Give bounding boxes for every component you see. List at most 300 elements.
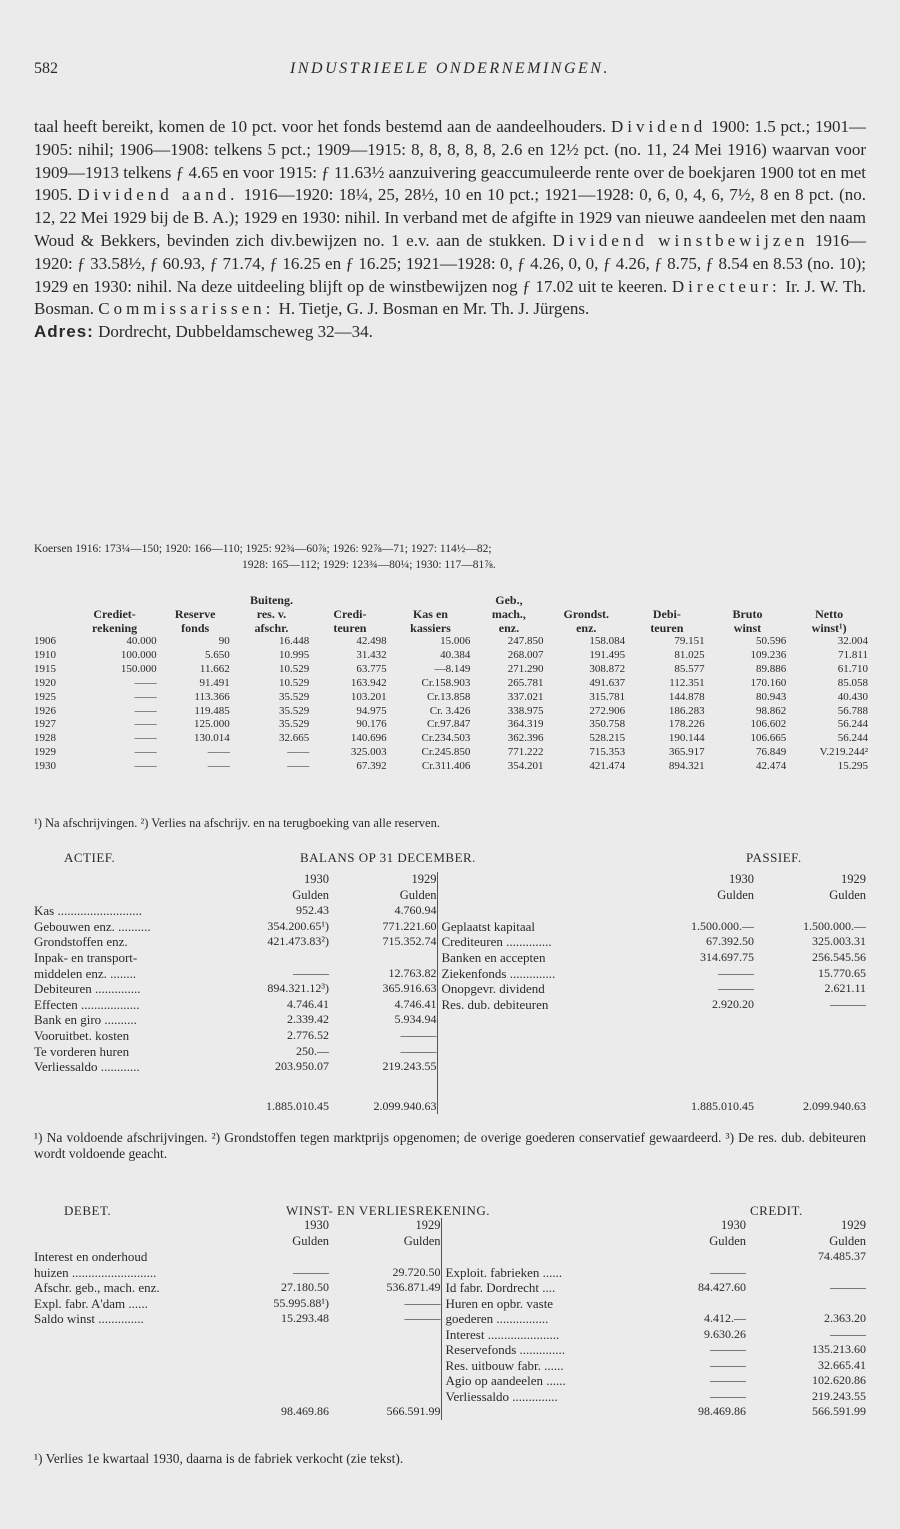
balans-total-left-1: 1.885.010.45 [266,1098,329,1113]
koersen-line-1: Koersen 1916: 173¼—150; 1920: 166—110; 1925: 92¾—60⅞; 1926: 92⅞—71; 1927: 114½—82; [34,543,492,555]
wv-right-value-1 [646,1249,746,1265]
stats-cell: 56.788 [837,704,868,717]
commissarissen: H. Tietje, G. J. Bosman en Mr. Th. J. Jürgens. [278,299,590,319]
winstbewijzen-label: Dividend winstbewijzen [552,230,809,250]
wv-blank [441,1218,646,1234]
wv-year-left-2: 1929 [415,1218,441,1232]
koersen [34,541,866,573]
balans-blank [34,888,229,904]
stats-header-cell: Crediet- [93,607,136,621]
balans-right-value-1: 2.920.20 [712,996,754,1011]
balans-right-label [437,1028,654,1044]
stats-cell: 40.430 [837,690,868,703]
balans-left-value-1: 203.950.07 [275,1059,329,1074]
wv-right-label: Huren en opbr. vaste [441,1296,646,1312]
balans-left-value-1: 354.200.65¹) [267,918,329,933]
balans-left-value-1: 250.— [296,1043,329,1058]
balans-left-label: Bank en giro .......... [34,1012,137,1028]
stats-cell: 106.665 [750,732,787,745]
balans-right-value-1: 67.392.50 [706,934,754,949]
balans-right-label [437,1059,654,1075]
stats-row [34,635,870,649]
wv-total-right-1: 98.469.86 [698,1404,746,1418]
stats-cell: 89.886 [756,662,787,675]
stats-header-cell: rekening [92,621,138,635]
stats-cell: 100.000 [120,648,157,661]
balans-left-value-1: 2.339.42 [287,1012,329,1027]
stats-cell: 140.696 [350,732,387,745]
balans-row [34,1059,866,1075]
wv-right-label: Id fabr. Dordrecht .... [441,1280,646,1296]
wv-right-value-2: 219.243.55 [812,1388,866,1403]
stats-header-cell [34,593,71,607]
wv-blank [34,1234,239,1250]
stats-header-cell: winst [733,621,762,635]
wv-row [34,1358,866,1374]
stats-year: 1906 [34,635,56,647]
stats-header-cell: Kas en [412,607,448,621]
stats-cell: 365.917 [668,746,705,759]
balans-right-label: Onopgevr. dividend [437,981,654,997]
balans-right-value-2 [754,1044,866,1060]
balans-right-value-2 [754,1028,866,1044]
text-dividend: 1900: 1.5 pct.; 1901—1905: nihil; 1906—1908: telkens 5 pct.; 1909—1915: 8, 8, 8, 8, 8, 2.6 en 12½ pct. (no. 11, 24 Mei 1916) waarvan voor 1909—1913 telkens ƒ 4.65 en voor 1915: ƒ 11.63½ aanzuivering geaccumuleerde rente over de boekjaren 1900 tot en met 1905. [34,117,867,205]
stats-header-cell [34,607,71,621]
balans-right-value-2: 256.545.56 [812,949,866,964]
stats-header-cell: Reserve [174,607,216,621]
balans-left-value-2: ——— [400,1043,437,1058]
stats-cell: 130.014 [193,732,230,745]
stats-cell: 158.084 [589,635,626,647]
stats-header-cell: kassiers [410,621,451,635]
balans-left-value-1: 2.776.52 [287,1027,329,1042]
wv-title: WINST- EN VERLIESREKENING. [286,1203,491,1218]
wv-left-value-1 [239,1327,329,1343]
stats-cell: 85.058 [837,676,868,689]
stats-header-cell: winst¹) [811,621,847,635]
balans-right-value-2: 325.003.31 [812,934,866,949]
stats-cell: 90 [218,635,230,647]
stats-cell: 31.432 [356,648,387,661]
balans-right-value-1 [654,1059,754,1075]
balans-year-left-2: 1929 [411,872,437,886]
stats-header-cell [545,593,627,607]
balans-left-value-2: 365.916.63 [382,981,437,996]
wv-left-value-1: 15.293.48 [281,1311,329,1325]
balans-right-label [437,1012,654,1028]
stats-year: 1930 [34,760,56,773]
stats-cell: 42.498 [356,635,387,647]
balans-left-value-1: 894.321.12³) [267,981,329,996]
stats-cell: 354.201 [507,760,544,773]
stats-cell: 113.366 [194,690,230,703]
stats-cell: 15.295 [837,760,868,773]
balans-left-label: middelen enz. ........ [34,965,137,981]
stats-cell: —— [287,746,310,759]
wv-right-value-1: ——— [710,1388,746,1403]
page-header [34,60,866,84]
balans-totals-row [34,1075,866,1115]
stats-row [34,746,870,760]
balans-currency: Gulden [829,887,866,902]
balans-row [34,1012,866,1028]
wv-right-label [441,1249,646,1265]
wv-currency-row [34,1234,866,1250]
balans-title: BALANS OP 31 DECEMBER. [300,850,476,865]
wv-row [34,1342,866,1358]
wv-left-label: huizen .......................... [34,1264,157,1280]
wv-left-value-2: ——— [404,1295,441,1310]
stats-cell: Cr.234.503 [421,732,471,745]
balans-left-value-1: 4.746.41 [287,996,329,1011]
stats-header-cell [311,593,388,607]
credit-label: CREDIT. [750,1203,803,1218]
text-winstbewijzen: 1916—1920: ƒ 33.58½, ƒ 60.93, ƒ 71.74, ƒ 16.25 en ƒ 16.25; 1921—1928: 0, ƒ 4.26, 0, 0, ƒ 4.26, ƒ 8.75, ƒ 8.54 en 8.53 (no. 10); 1929 en 1930: nihil. Na deze uitdeeling blijft op de winstbewijzen nog ƒ 17.02 uit te keeren. [34,230,867,296]
balans-left-label: Debiteuren .............. [34,981,141,997]
balans-left-value-2: 715.352.74 [382,934,437,949]
stats-cell: 119.485 [194,704,230,717]
stats-cell: 35.529 [278,690,310,703]
debet-label: DEBET. [64,1203,112,1218]
stats-cell: Cr. 3.426 [429,704,471,717]
balans-left-label: Te vorderen huren [34,1043,130,1059]
balans-right-value-1: 1.500.000.— [691,918,754,933]
text-intro: taal heeft bereikt, komen de 10 pct. voor het fonds bestemd aan de aandeelhouders. [34,117,607,136]
wv-right-label: Verliessaldo .............. [441,1389,646,1405]
stats-cell: 32.665 [278,732,310,745]
stats-cell: Cr.158.903 [421,676,471,689]
stats-row [34,760,870,774]
wv-total-right-2: 566.591.99 [812,1404,866,1418]
stats-cell: Cr.13.858 [426,690,471,703]
stats-cell: 32.004 [837,635,868,647]
stats-cell: 56.244 [837,732,868,745]
wv-currency: Gulden [292,1233,329,1248]
wv-left-value-1 [239,1389,329,1405]
stats-cell: V.219.244² [819,746,868,759]
stats-cell: —— [134,760,157,773]
stats-header-cell: Credi- [333,607,367,621]
stats-header-row [34,607,870,621]
stats-header-row [34,593,870,607]
wv-left-value-1 [239,1249,329,1265]
stats-cell: 81.025 [674,648,705,661]
stats-cell: —— [134,704,157,717]
wv-left-label [34,1373,239,1389]
wv-right-value-2 [746,1296,866,1312]
stats-year: 1927 [34,718,56,731]
stats-cell: 247.850 [507,635,544,647]
stats-cell: 94.975 [356,704,387,717]
wv-right-value-2: ——— [830,1280,866,1294]
stats-cell: 362.396 [507,732,544,745]
stats-header-cell [34,621,71,635]
balans-row [34,1028,866,1044]
actief-label: ACTIEF. [64,850,116,865]
wv-left-value-2 [329,1342,441,1358]
wv-right-value-2: 2.363.20 [824,1311,866,1325]
wv-left-value-2: 536.871.49 [386,1280,441,1294]
stats-cell: 170.160 [750,676,787,689]
balance-sheet [34,872,866,1114]
balans-right-value-1 [654,903,754,919]
wv-totals-row [34,1404,866,1420]
balans-left-label: Kas .......................... [34,903,142,919]
stats-header-cell: Bruto [732,607,763,621]
statistics-table [34,593,870,774]
page-number: 582 [34,60,58,77]
balans-right-value-1: ——— [718,965,754,980]
wv-left-value-2: ——— [404,1311,441,1325]
wv-right-value-2: 32.665.41 [818,1357,866,1372]
stats-cell: 71.811 [838,648,868,661]
stats-cell: 268.007 [507,648,544,661]
stats-header-cell: Netto [815,607,844,621]
wv-blank [441,1234,646,1250]
stats-cell: 40.384 [440,648,471,661]
stats-cell: 42.474 [756,760,787,773]
stats-header-cell [627,593,707,607]
wv-row [34,1296,866,1312]
balans-right-value-2: ——— [830,996,866,1011]
wv-left-label: Expl. fabr. A'dam ...... [34,1295,148,1311]
stats-header-cell: res. v. [256,607,287,621]
stats-cell: 35.529 [278,704,310,717]
wv-right-label: Interest ...................... [441,1327,646,1343]
stats-cell: 190.144 [668,732,705,745]
stats-row [34,691,870,705]
stats-cell: 90.176 [356,718,387,731]
balans-currency: Gulden [292,887,329,902]
stats-header-cell [389,593,473,607]
balans-right-label [437,903,654,919]
wv-left-value-1: ——— [293,1264,329,1279]
stats-row [34,677,870,691]
stats-header-cell: Debi- [652,607,681,621]
statistics-notes: ¹) Na afschrijvingen. ²) Verlies na afschrijv. en na terugboeking van alle reserven. [34,816,440,830]
wv-left-label: Saldo winst .............. [34,1311,144,1326]
balans-right-value-1: 314.697.75 [700,949,754,964]
wv-right-value-1: ——— [710,1373,746,1387]
stats-header-cell: enz. [498,621,520,635]
wv-right-label: goederen ................ [441,1311,646,1327]
wv-year-right-1: 1930 [721,1218,746,1232]
stats-header-cell [71,593,159,607]
balans-right-value-2: 1.500.000.— [803,918,866,933]
adres-label: Adres: [34,322,94,342]
running-title: INDUSTRIEELE ONDERNEMINGEN. [290,60,610,77]
stats-year: 1925 [34,690,56,703]
passief-label: PASSIEF. [746,850,802,865]
wv-left-label [34,1358,239,1374]
wv-currency: Gulden [709,1233,746,1248]
balans-right-label: Geplaatst kapitaal [437,919,654,935]
stats-cell: 79.151 [674,635,705,647]
stats-header-cell [159,593,232,607]
stats-cell: 894.321 [668,760,705,773]
wv-blank [441,1404,646,1420]
stats-cell: —— [134,676,157,689]
balans-right-value-1 [654,1012,754,1028]
wv-left-value-2 [329,1327,441,1343]
wv-right-value-1: ——— [710,1357,746,1372]
stats-header-row [34,621,870,635]
stats-row [34,732,870,746]
directeur-label: Directeur: [671,276,781,296]
stats-cell: 98.862 [756,704,787,717]
stats-cell: 56.244 [837,718,868,731]
wv-left-value-2: 29.720.50 [392,1264,441,1279]
balans-left-label: Effecten .................. [34,996,140,1012]
stats-cell: 103.201 [350,690,387,703]
wv-left-label [34,1389,239,1405]
balans-left-value-2: 4.760.94 [394,903,437,918]
stats-header-cell: mach., [491,607,526,621]
balans-total-right-2: 2.099.940.63 [803,1098,866,1113]
stats-cell: 421.474 [589,760,626,773]
balans-row [34,903,866,919]
wv-right-value-1: ——— [710,1342,746,1356]
stats-cell: 528.215 [589,732,626,745]
balans-total-left-2: 2.099.940.63 [373,1098,437,1113]
stats-header-cell: fonds [181,621,210,635]
stats-cell: 40.000 [126,635,157,647]
stats-cell: 16.448 [278,635,310,647]
wv-currency: Gulden [403,1233,441,1248]
stats-cell: 191.495 [589,648,626,661]
profit-loss-account [34,1218,866,1420]
stats-cell: 67.392 [356,760,387,773]
stats-cell: Cr.311.406 [421,760,471,773]
company-description [34,116,866,344]
balans-total-right-1: 1.885.010.45 [691,1098,754,1113]
stats-cell: 364.319 [507,718,544,731]
stats-year: 1928 [34,732,56,745]
wv-left-value-2 [329,1373,441,1389]
balans-year-left-1: 1930 [304,872,329,886]
balans-left-value-2 [329,950,437,966]
stats-cell: —— [134,718,157,731]
wv-row [34,1311,866,1327]
wv-left-value-2 [329,1389,441,1405]
stats-cell: 10.529 [278,662,310,675]
stats-row [34,705,870,719]
balans-left-value-2: 771.221.60 [382,918,437,933]
wv-left-value-1 [239,1342,329,1358]
wv-right-value-1: 9.630.26 [704,1326,746,1341]
stats-cell: 350.758 [589,718,626,731]
commissarissen-label: Commissarissen: [98,299,275,319]
wv-row [34,1327,866,1343]
wv-row [34,1265,866,1281]
stats-row [34,663,870,677]
wv-row [34,1280,866,1296]
balans-left-label: Verliessaldo ............ [34,1059,140,1075]
wv-left-value-1: 27.180.50 [281,1280,329,1294]
stats-cell: —— [207,760,230,773]
stats-cell: 10.529 [278,676,310,689]
wv-left-value-1 [239,1373,329,1389]
stats-cell: —— [134,690,157,703]
wv-blank [34,1404,239,1420]
balans-blank [34,872,229,888]
balans-right-value-1 [654,1028,754,1044]
balans-currency: Gulden [399,887,437,902]
stats-cell: 150.000 [120,662,157,675]
stats-cell: —— [134,746,157,759]
balans-blank [34,1075,229,1115]
balans-left-label: Grondstoffen enz. [34,934,128,950]
stats-cell: 112.351 [669,676,705,689]
stats-row [34,649,870,663]
balans-left-label: Inpak- en transport- [34,949,138,965]
wv-left-value-1 [239,1358,329,1374]
stats-cell: 186.283 [668,704,705,717]
wv-total-left-1: 98.469.86 [281,1404,329,1418]
stats-cell: 125.000 [193,718,230,731]
balans-row [34,919,866,935]
adres: Dordrecht, Dubbeldamscheweg 32—34. [98,322,373,342]
stats-cell: 338.975 [507,704,544,717]
stats-header-cell: teuren [333,621,367,635]
stats-cell: 315.781 [589,690,626,703]
wv-right-value-2: ——— [830,1326,866,1341]
balans-row [34,1044,866,1060]
wv-right-label: Reservefonds .............. [441,1342,646,1358]
wv-right-value-1 [646,1296,746,1312]
balans-right-label: Ziekenfonds .............. [437,966,654,982]
wv-left-label [34,1342,239,1358]
stats-cell: —— [134,732,157,745]
balans-year-right-2: 1929 [841,872,866,886]
stats-cell: 106.602 [750,718,787,731]
stats-cell: 272.906 [589,704,626,717]
wv-year-right-2: 1929 [841,1218,866,1232]
balans-right-label: Crediteuren .............. [437,934,654,950]
stats-year: 1920 [34,676,56,689]
stats-cell: 109.236 [750,648,787,661]
stats-header-cell [707,593,789,607]
stats-year: 1926 [34,704,56,717]
wv-notes: ¹) Verlies 1e kwartaal 1930, daarna is de fabriek verkocht (zie tekst). [34,1451,404,1466]
balance-notes: ¹) Na voldoende afschrijvingen. ²) Grondstoffen tegen marktprijs opgenomen; de overige goederen conservatief gewaardeerd. ³) De res. dub. debiteuren wordt voldoende geacht. [34,1130,866,1161]
stats-header-cell: enz. [576,621,597,635]
stats-cell: 163.942 [350,676,387,689]
balans-right-label [437,1044,654,1060]
stats-cell: 35.529 [278,718,310,731]
stats-cell: 337.021 [507,690,544,703]
wv-currency: Gulden [829,1233,866,1248]
balans-right-value-1 [654,1044,754,1060]
wv-row [34,1373,866,1389]
balans-row [34,981,866,997]
stats-cell: 50.596 [756,635,787,647]
stats-header-cell: afschr. [254,621,289,635]
koersen-line-2: 1928: 165—112; 1929: 123¾—80¼; 1930: 117—81⅞. [242,559,496,571]
stats-cell: 61.710 [837,662,868,675]
stats-year: 1915 [34,662,56,675]
stats-header-cell: teuren [650,621,684,635]
stats-year: 1910 [34,648,56,661]
balans-blank [437,888,654,904]
balans-row [34,950,866,966]
balans-left-value-2: 5.934.94 [394,1012,437,1027]
balans-left-label: Vooruitbet. kosten [34,1027,130,1043]
balans-left-value-1: 421.473.83²) [267,934,329,949]
dividend-label: Dividend [610,117,707,136]
balans-right-value-1: ——— [718,981,754,996]
stats-cell: 80.943 [756,690,787,703]
